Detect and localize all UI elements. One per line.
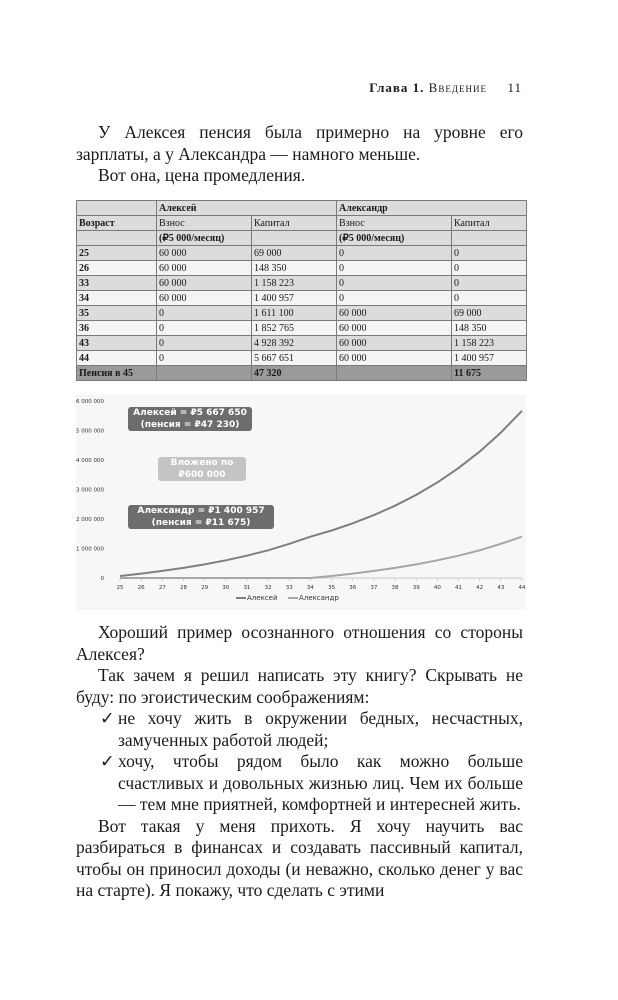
value-cell: 69 000: [252, 246, 337, 261]
x-tick-label: 44: [518, 585, 526, 591]
annotation-invested: Вложено по ₽600 000: [158, 457, 246, 481]
series-line-1: [120, 537, 522, 578]
checkmark-icon: ✓: [100, 751, 115, 771]
legend-label: Александр: [299, 594, 339, 602]
table-row: [77, 321, 527, 336]
table-row: [77, 291, 527, 306]
age-cell: 43: [77, 336, 157, 351]
value-cell: 0: [337, 291, 452, 306]
column-header-unit: (₽5 000/месяц): [337, 231, 452, 246]
running-header: [369, 80, 522, 96]
value-cell: 1 611 100: [252, 306, 337, 321]
table-header-row: [77, 216, 527, 231]
table-total-row: [77, 366, 527, 381]
column-header-contribution: Взнос: [157, 216, 252, 231]
value-cell: 4 928 392: [252, 336, 337, 351]
value-cell: 0: [157, 321, 252, 336]
age-cell: 34: [77, 291, 157, 306]
table-header-row: [77, 201, 527, 216]
value-cell: 60 000: [337, 336, 452, 351]
body-paragraph: Вот такая у меня прихоть. Я хочу научить вас разбираться в финансах и создавать пассивный капитал, чтобы он приносил доходы (и неважно, сколько денег у вас на старте). Я покажу, что сделать с этими: [76, 815, 523, 900]
legend-label: Алексей: [247, 594, 278, 602]
x-tick-label: 34: [306, 585, 314, 591]
value-cell: 60 000: [337, 321, 452, 336]
age-cell: 33: [77, 276, 157, 291]
x-tick-label: 27: [158, 585, 166, 591]
body-text: [76, 622, 523, 902]
value-cell: 60 000: [157, 261, 252, 276]
x-tick-label: 29: [201, 585, 209, 591]
y-tick-label: 6 000 000: [76, 399, 104, 405]
series-line-0: [120, 411, 522, 576]
table-row: [77, 351, 527, 366]
y-tick-label: 5 000 000: [76, 428, 104, 435]
age-cell: 35: [77, 306, 157, 321]
value-cell: 60 000: [157, 276, 252, 291]
column-header-capital: Капитал: [252, 216, 337, 231]
value-cell: 1 400 957: [452, 351, 527, 366]
x-tick-label: 30: [222, 585, 230, 591]
value-cell: 0: [157, 306, 252, 321]
list-item: ✓ хочу, чтобы рядом было как можно больше счастливых и довольных жизнью лиц. Чем их больше — тем мне приятней, комфортней и интересней жить.: [100, 751, 523, 814]
value-cell: 0: [337, 246, 452, 261]
value-cell: 0: [452, 246, 527, 261]
x-tick-label: 32: [264, 585, 272, 591]
x-tick-label: 25: [116, 585, 124, 591]
value-cell: 60 000: [337, 351, 452, 366]
x-tick-label: 26: [137, 585, 145, 591]
chapter-label: Глава 1.: [369, 80, 425, 95]
capital-growth-chart: [76, 395, 526, 610]
checkmark-icon: ✓: [100, 708, 115, 728]
x-tick-label: 40: [433, 585, 441, 591]
checklist: [76, 708, 523, 816]
value-cell: 148 350: [452, 321, 527, 336]
table-body: [77, 246, 527, 366]
column-header-capital: Капитал: [452, 216, 527, 231]
annotation-alexey: Алексей = ₽5 667 650 (пенсия = ₽47 230): [128, 407, 252, 431]
value-cell: 1 158 223: [252, 276, 337, 291]
value-cell: 0: [157, 351, 252, 366]
value-cell: 5 667 651: [252, 351, 337, 366]
x-tick-label: 35: [328, 585, 336, 591]
value-cell: 60 000: [157, 246, 252, 261]
x-tick-label: 33: [285, 585, 293, 591]
total-alexey: 47 320: [252, 366, 337, 381]
x-tick-label: 37: [370, 585, 378, 591]
intro-text: [76, 122, 523, 187]
x-tick-label: 41: [455, 585, 463, 591]
page-number: 11: [507, 80, 522, 95]
value-cell: 1 400 957: [252, 291, 337, 306]
table-row: [77, 306, 527, 321]
value-cell: 1 852 765: [252, 321, 337, 336]
y-tick-label: 2 000 000: [76, 517, 104, 523]
intro-paragraph: У Алексея пенсия была примерно на уровне его зарплаты, а у Александра — намного меньше.: [76, 122, 523, 164]
group-header-alexey: Алексей: [157, 201, 337, 216]
value-cell: 60 000: [157, 291, 252, 306]
y-tick-label: 4 000 000: [76, 458, 104, 464]
column-header-unit: (₽5 000/месяц): [157, 231, 252, 246]
y-tick-label: 0: [100, 576, 104, 582]
age-cell: 25: [77, 246, 157, 261]
annotation-alexander: Александр = ₽1 400 957 (пенсия = ₽11 675): [128, 505, 274, 529]
body-paragraph: Так зачем я решил написать эту книгу? Скрывать не буду: по эгоистическим соображениям:: [76, 665, 523, 707]
intro-paragraph: Вот она, цена промедления.: [98, 165, 306, 185]
y-tick-label: 1 000 000: [76, 546, 104, 553]
table-row: [77, 276, 527, 291]
total-alexander: 11 675: [452, 366, 527, 381]
group-header-alexander: Александр: [337, 201, 527, 216]
x-tick-label: 28: [179, 585, 187, 591]
x-tick-label: 31: [243, 585, 251, 591]
column-header-age: Возраст: [77, 216, 157, 231]
value-cell: 0: [452, 276, 527, 291]
section-title: Введение: [428, 80, 487, 95]
value-cell: 60 000: [337, 306, 452, 321]
value-cell: 0: [452, 261, 527, 276]
table-row: [77, 261, 527, 276]
table-header-row: [77, 231, 527, 246]
value-cell: 0: [157, 336, 252, 351]
value-cell: 0: [452, 291, 527, 306]
list-item: ✓ не хочу жить в окружении бедных, несчастных, замученных работой людей;: [100, 708, 523, 750]
x-tick-label: 39: [412, 585, 420, 591]
y-tick-label: 3 000 000: [76, 487, 104, 494]
age-cell: 44: [77, 351, 157, 366]
pension-table: [76, 200, 527, 381]
x-tick-label: 43: [497, 585, 505, 591]
value-cell: 0: [337, 276, 452, 291]
body-paragraph: Хороший пример осознанного отношения со стороны Алексея?: [76, 622, 523, 664]
total-label: Пенсия в 45: [77, 366, 157, 381]
age-cell: 26: [77, 261, 157, 276]
age-cell: 36: [77, 321, 157, 336]
value-cell: 1 158 223: [452, 336, 527, 351]
x-tick-label: 36: [349, 585, 357, 591]
x-tick-label: 38: [391, 585, 399, 591]
x-tick-label: 42: [476, 585, 484, 591]
table-row: [77, 246, 527, 261]
value-cell: 69 000: [452, 306, 527, 321]
value-cell: 148 350: [252, 261, 337, 276]
table-row: [77, 336, 527, 351]
value-cell: 0: [337, 261, 452, 276]
column-header-contribution: Взнос: [337, 216, 452, 231]
